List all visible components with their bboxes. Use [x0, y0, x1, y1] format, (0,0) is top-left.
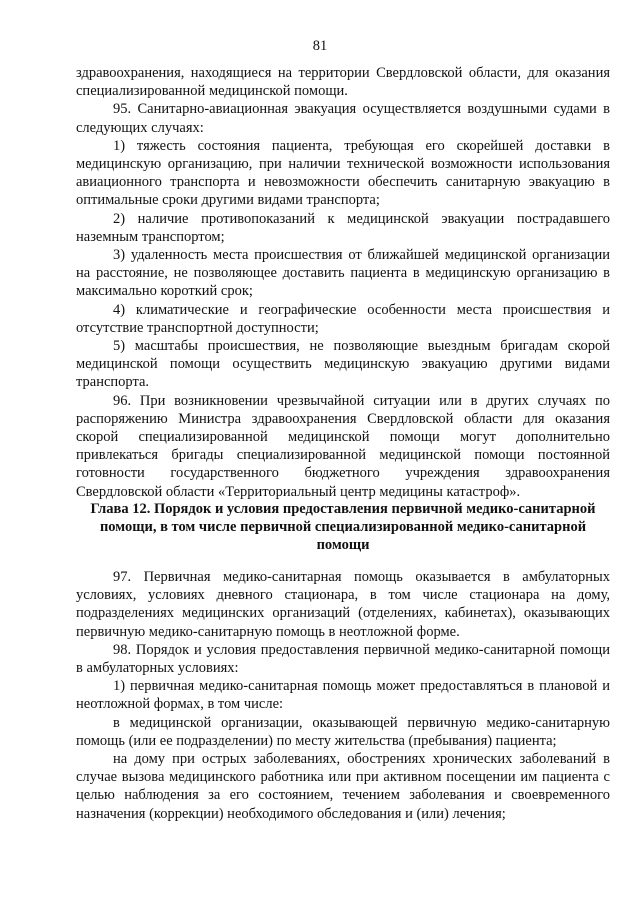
paragraph-97: 97. Первичная медико-санитарная помощь оказывается в амбулаторных условиях, условиях дневного стационара, в том числе стационара на дому, подразделениях медицинских организаций (отделениях, кабинетах), оказывающих первичную медико-санитарную помощь в неотложной форме. [76, 569, 610, 640]
paragraph-95-item-3: 3) удаленность места происшествия от ближайшей медицинской организации на расстояние, не позволяющее доставить пациента в медицинскую организацию в максимально короткий срок; [76, 247, 610, 300]
paragraph-98-item-1-sub-2: на дому при острых заболеваниях, обострениях хронических заболеваний в случае вызова медицинского работника или при активном посещении им пациента с целью наблюдения за его состоянием, течением заболевания и своевременного назначения (коррекции) необходимого обследования и (или) лечения; [76, 751, 610, 822]
chapter-heading-line-3: помощи [316, 537, 370, 554]
paragraph-95: 95. Санитарно-авиационная эвакуация осуществляется воздушными судами в следующих случаях: [76, 101, 610, 136]
paragraph-96: 96. При возникновении чрезвычайной ситуации или в других случаях по распоряжению Министра здравоохранения Свердловской области для оказания скорой специализированной медицинской помощи могут дополнительно привлекаться бригады специализированной медицинской помощи постоянной готовности государственного бюджетного учреждения здравоохранения Свердловской области «Территориальный центр медицины катастроф». [76, 392, 610, 500]
paragraph-95-item-4: 4) климатические и географические особенности места происшествия и отсутствие транспортной доступности; [76, 301, 610, 336]
paragraph-98-item-1-sub-1: в медицинской организации, оказывающей первичную медико-санитарную помощь (или ее подразделении) по месту жительства (пребывания) пациента; [76, 714, 610, 749]
paragraph-95-item-1: 1) тяжесть состояния пациента, требующая его скорейшей доставки в медицинскую организацию, при наличии технической возможности использования авиационного транспорта и невозможности обеспечить санитарную эвакуацию в оптимальные сроки другими видами транспорта; [76, 137, 610, 209]
chapter-heading-line-2: помощи, в том числе первичной специализированной медико-санитарной [99, 519, 587, 536]
paragraph-95-item-5: 5) масштабы происшествия, не позволяющие выездным бригадам скорой медицинской помощи осуществить медицинскую эвакуацию другими видами транспорта. [76, 338, 610, 391]
chapter-heading [76, 500, 610, 555]
chapter-heading-line-1: Глава 12. Порядок и условия предоставления первичной медико-санитарной [90, 501, 596, 517]
paragraph-98: 98. Порядок и условия предоставления первичной медико-санитарной помощи в амбулаторных условиях: [76, 641, 610, 677]
body-text-block-1 [76, 64, 610, 501]
page-number: 81 [312, 38, 328, 54]
body-text-block-2 [76, 568, 610, 823]
paragraph-98-item-1: 1) первичная медико-санитарная помощь может предоставляться в плановой и неотложной формах, в том числе: [76, 678, 610, 713]
paragraph-continuation: здравоохранения, находящиеся на территории Свердловской области, для оказания специализированной медицинской помощи. [76, 65, 610, 100]
paragraph-95-item-2: 2) наличие противопоказаний к медицинской эвакуации пострадавшего наземным транспортом; [76, 210, 610, 245]
